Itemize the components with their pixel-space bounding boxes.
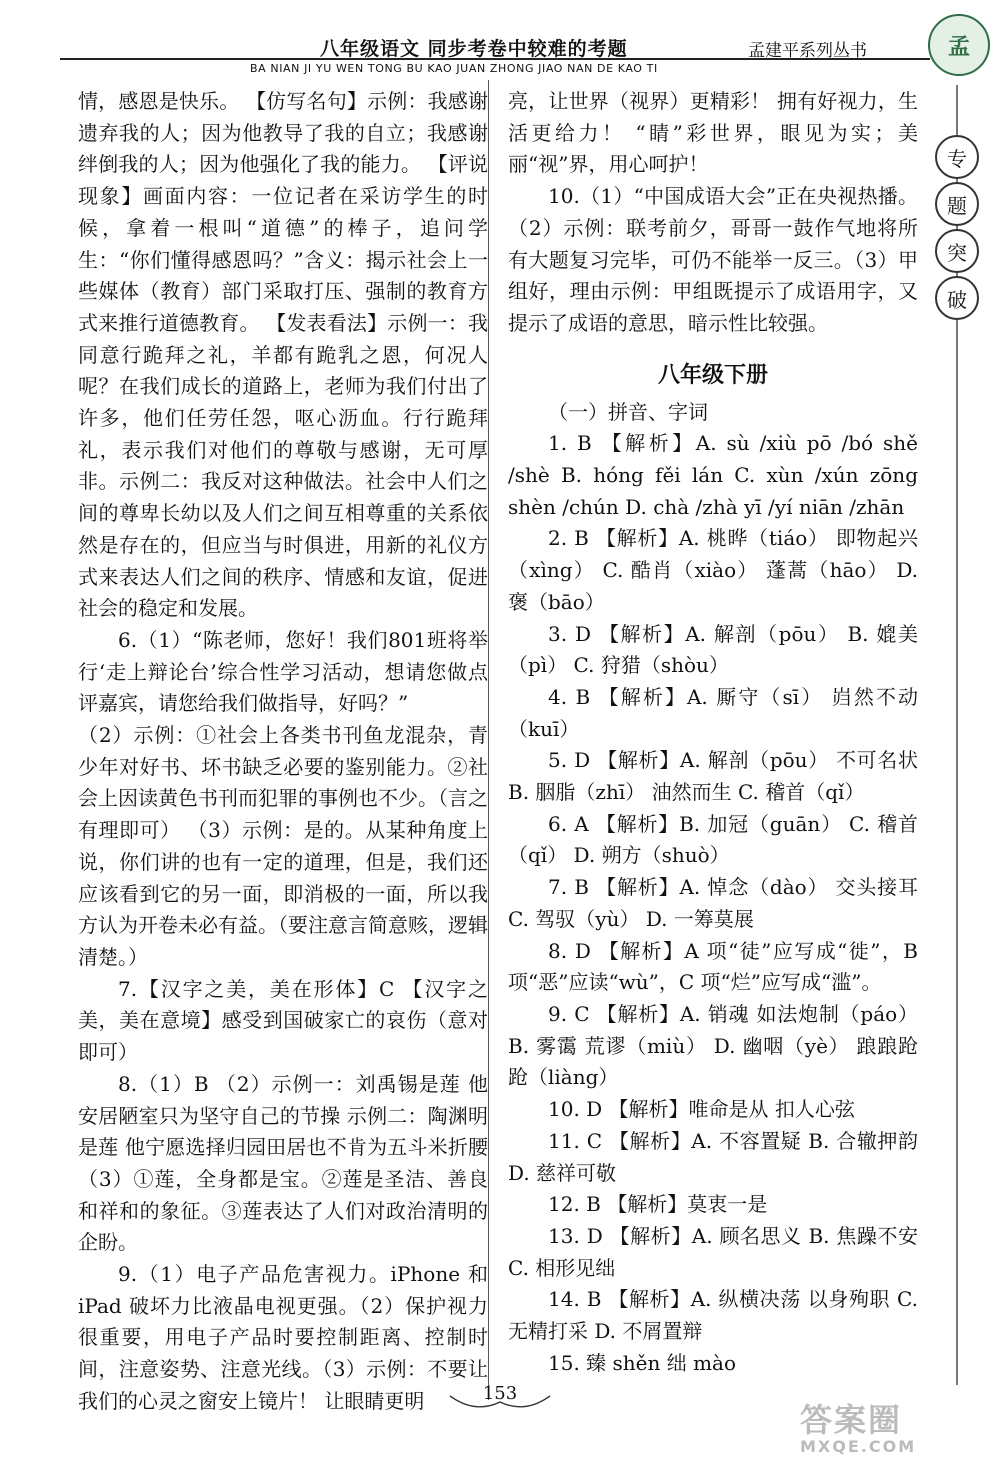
column-divider (488, 80, 489, 1400)
answer-item: 9. C 【解析】A. 销魂 如法炮制（páo） B. 雾霭 荒谬（miù） D. 幽咽（yè） 踉踉跄跄（liàng） (508, 1001, 918, 1090)
answer-item: 3. D 【解析】A. 解剖（pōu） B. 媲美（pì） C. 狩猎（shòu） (508, 621, 918, 678)
answer-item: 8. D 【解析】A 项“徒”应写成“徙”，B 项“恶”应读“wù”，C 项“烂”应写成“滥”。 (508, 938, 918, 995)
watermark-text: 答案圈 (800, 1401, 903, 1439)
subsection-heading: （一）拼音、字词 (548, 399, 708, 424)
answer-item-6-2: （2）示例：①社会上各类书刊鱼龙混杂，青少年对好书、坏书缺乏必要的鉴别能力。②社会上因读黄色书刊而犯罪的事例也不少。（言之有理即可） （3）示例：是的。从某种角度上说，你们讲的也有一定的道理，但是，我们还应该看到它的另一面，即消极的一面，所以我方认为开卷未必有益。（要注意言简意赅，逻辑清楚。） (78, 723, 488, 969)
answer-item: 13. D 【解析】A. 顾名思义 B. 焦躁不安 C. 相形见绌 (508, 1223, 918, 1280)
answer-item-8: 8.（1）B （2）示例一：刘禹锡是莲 他安居陋室只为坚守自己的节操 示例二：陶渊明是莲 他宁愿选择归园田居也不肯为五斗米折腰 （3）①莲，全身都是宝。②莲是圣洁、善良和祥和的象征。③莲表达了人们对政治清明的企盼。 (78, 1071, 488, 1255)
side-badge-1: 专 (935, 135, 979, 179)
left-column (78, 86, 488, 1418)
answer-item: 2. B 【解析】A. 桃晔（tiáo） 即物起兴（xìng） C. 酷肖（xiào） 蓬蒿（hāo） D. 褒（bāo） (508, 526, 918, 614)
answer-item: 11. C 【解析】A. 不容置疑 B. 合辙押韵 D. 慈祥可敬 (508, 1128, 918, 1185)
book-title-pinyin: BA NIAN JI YU WEN TONG BU KAO JUAN ZHONG JIAO NAN DE KAO TI (250, 62, 658, 75)
series-name: 孟建平系列丛书 (748, 41, 867, 61)
header-rule (60, 58, 930, 60)
answer-item: 12. B 【解析】莫衷一是 (548, 1192, 768, 1217)
answer-item-10: 10.（1）“中国成语大会”正在央视热播。（2）示例：联考前夕，哥哥一鼓作气地将所有大题复习完毕，可仍不能举一反三。（3）甲组好，理由示例：甲组既提示了成语用字，又提示了成语的意思，暗示性比较强。 (508, 184, 918, 335)
answer-item: 5. D 【解析】A. 解剖（pōu） 不可名状 B. 胭脂（zhī） 油然而生 C. 稽首（qǐ） (508, 748, 918, 805)
side-badge-2: 题 (935, 182, 979, 226)
answer-item: 1. B 【解析】A. sù /xiù pō /bó shě /shè B. hóng fěi lán C. xùn /xún zōng shèn /chún D. chà /zhà yī /yí niān /zhān (508, 431, 918, 519)
answer-item-9: 9.（1）电子产品危害视力。iPhone 和 iPad 破坏力比液晶电视更强。（2）保护视力很重要，用电子产品时要控制距离、控制时间，注意姿势、注意光线。（3）示例：不要让我们的心灵之窗安上镜片！ 让眼睛更明 (78, 1262, 488, 1413)
footer-ornament-icon (445, 1392, 555, 1412)
site-watermark (800, 1395, 990, 1455)
right-column (508, 86, 918, 1379)
page-header (60, 28, 930, 80)
answer-item-7: 7.【汉字之美，美在形体】C 【汉字之美，美在意境】感受到国破家亡的哀伤（意对即可） (78, 976, 488, 1065)
section-title: 八年级下册 (657, 361, 768, 388)
watermark-url: MXQE.COM (800, 1437, 917, 1456)
answer-item: 6. A 【解析】B. 加冠（guān） C. 稽首（qǐ） D. 朔方（shuò） (508, 811, 918, 868)
logo-text: 孟 (947, 33, 970, 60)
answer-item-6-1: 6.（1）“陈老师，您好！我们801班将举行‘走上辩论台’综合性学习活动，想请您做点评嘉宾，请您给我们做指导，好吗？” (78, 627, 488, 716)
answer-item: 10. D 【解析】唯命是从 扣人心弦 (548, 1097, 855, 1122)
page-number: 153 (482, 1383, 518, 1404)
answer-paragraph: 情，感恩是快乐。 【仿写名句】示例：我感谢遗弃我的人；因为他教导了我的自立；我感谢绊倒我的人；因为他强化了我的能力。 【评说现象】画面内容：一位记者在采访学生的时候，拿着一根叫“道德”的棒子，追问学生：“你们懂得感恩吗？”含义：揭示社会上一些媒体（教育）部门采取打压、强制的教育方式来推行道德教育。 【发表看法】示例一：我同意行跪拜之礼，羊都有跪乳之恩，何况人呢？在我们成长的道路上，老师为我们付出了许多，他们任劳任怨，呕心沥血。行行跪拜礼，表示我们对他们的尊敬与感谢，无可厚非。示例二：我反对这种做法。社会中人们之间的尊卑长幼以及人们之间互相尊重的关系依然是存在的，但应当与时俱进，用新的礼仪方式来表达人们之间的秩序、情感和友谊，促进社会的稳定和发展。 (78, 89, 488, 621)
side-badge-4: 破 (935, 276, 979, 320)
answer-paragraph-continued: 亮，让世界（视界）更精彩！ 拥有好视力，生活更给力！ “睛”彩世界，眼见为实；美丽“视”界，用心呵护！ (508, 89, 918, 177)
answer-item: 15. 臻 shěn 绌 mào (548, 1350, 737, 1375)
answer-item: 4. B 【解析】A. 厮守（sī） 岿然不动（kuī） (508, 684, 918, 741)
side-badge-3: 突 (935, 229, 979, 273)
answer-item: 7. B 【解析】A. 悼念（dào） 交头接耳 C. 驾驭（yù） D. 一筹莫展 (508, 875, 918, 931)
answer-item: 14. B 【解析】A. 纵横决荡 以身殉职 C. 无精打采 D. 不屑置辩 (508, 1287, 918, 1344)
book-title: 八年级语文 同步考卷中较难的考题 (320, 38, 628, 60)
series-logo-icon (928, 14, 990, 76)
